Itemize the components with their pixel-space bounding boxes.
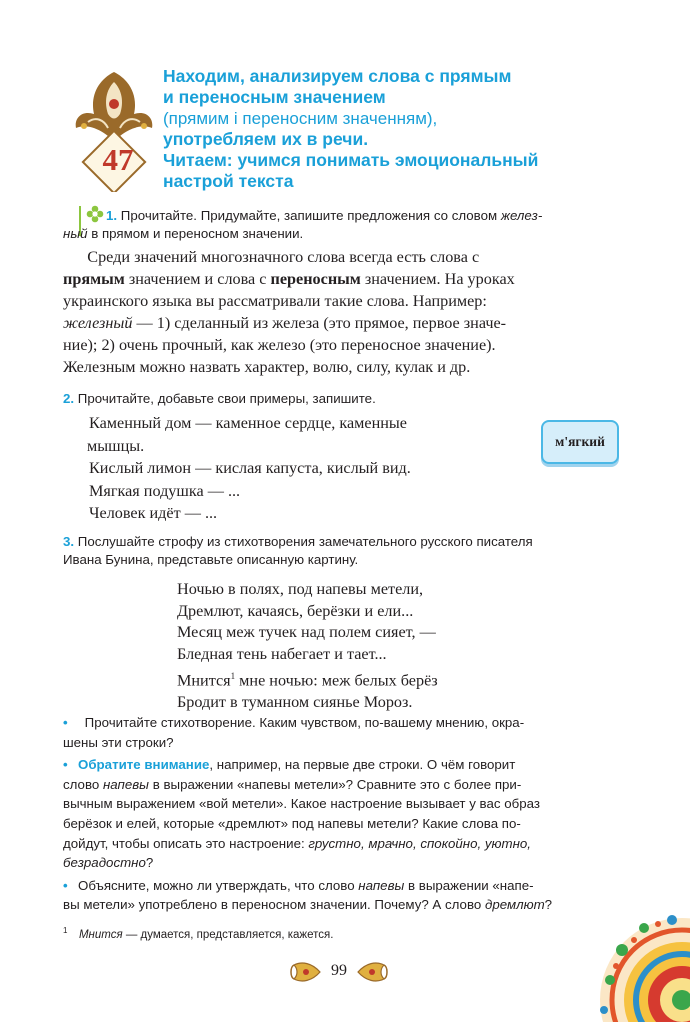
task1-line2 — [63, 225, 303, 243]
task1 — [106, 207, 542, 225]
lesson-title — [163, 66, 538, 192]
example-line: Кислый лимон — кислая капуста, кислый вид. — [89, 459, 411, 477]
task1-text-end: в прямом и переносном значении. — [91, 226, 304, 241]
para-line: Среди значений многозначного слова всегда есть слова с — [87, 248, 480, 266]
poem-line: Мнится$^1$ мне ночью: меж белых берёз — [177, 670, 438, 690]
question-2: • Обратите внимание, например, на первые две строки. О чём говорит слово напевы в выражении «напевы метели»? Сравните это с более при- вычным выражением «вой метели». Какое настроение вызывает у вас образ берёзок и елей, которые «дремлют» под напевы метели? Какие слова по- дойдут, чтобы описать это настроение: грустно, мрачно, спокойно, уютно, безрадостно? — [63, 757, 540, 871]
title-line-1: Находим, анализируем слова с прямым — [163, 66, 512, 86]
footnote-mark: 1 — [63, 926, 68, 935]
para-line: ние); 2) очень прочный, как железо (это переносное значение). — [63, 336, 496, 354]
task2-number: 2. — [63, 391, 75, 406]
lesson-number: 47 — [102, 142, 134, 177]
bullet-icon: • — [63, 715, 68, 730]
poem — [177, 579, 438, 714]
poem-line: Месяц меж тучек над полем сияет, — — [177, 623, 436, 642]
task2-text: Прочитайте, добавьте свои примеры, запишите. — [77, 391, 376, 406]
task1-word-end: ный — [63, 226, 88, 241]
poem-line: Бродит в туманном сиянье Мороз. — [177, 692, 413, 711]
question-1: • Прочитайте стихотворение. Каким чувством, по-вашему мнению, окра- шены эти строки? — [63, 715, 525, 750]
question-3: • Объясните, можно ли утверждать, что слово напевы в выражении «напе- вы метели» употреблено в переносном значении. Почему? А слово дремлют? — [63, 877, 553, 913]
title-line-2: и переносным значением — [163, 87, 386, 107]
title-translation: (прямим і переносним значенням), — [163, 109, 438, 128]
task1-word: желез- — [500, 208, 543, 223]
task3-text: Послушайте строфу из стихотворения замечательного русского писателя — [77, 534, 533, 549]
bullet-icon: • — [63, 877, 68, 893]
corner-ornament-icon — [582, 880, 690, 1022]
task2-examples — [89, 412, 411, 525]
task3-text-2: Ивана Бунина, представьте описанную картину. — [63, 552, 359, 567]
example-line: Каменный дом — каменное сердце, каменные — [89, 414, 407, 432]
para-line: прямым значением и слова с переносным значением. На уроках — [63, 270, 515, 288]
main-paragraph — [63, 246, 515, 378]
left-ornament-icon — [288, 957, 322, 987]
title-line-3: употребляем их в речи. — [163, 129, 369, 149]
para-line: украинского языка вы рассматривали такие слова. Например: — [63, 292, 487, 310]
title-line-4: Читаем: учимся понимать эмоциональный — [163, 150, 539, 170]
right-ornament-icon — [356, 957, 390, 987]
badge-text: м'ягкий — [555, 434, 605, 449]
footnote-word: Мнится — [78, 928, 123, 941]
para-line: Железным можно назвать характер, волю, силу, кулак и др. — [63, 358, 471, 376]
poem-line: Ночью в полях, под напевы метели, — [177, 580, 424, 598]
questions — [63, 713, 552, 915]
title-line-5: настрой текста — [163, 171, 294, 191]
para-line: железный — 1) сделанный из железа (это прямое, первое значе- — [63, 314, 507, 332]
poem-line: Дремлют, качаясь, берёзки и ели... — [177, 601, 414, 620]
flower-icon — [86, 205, 104, 223]
task2 — [63, 390, 376, 408]
bullet-icon: • — [63, 757, 68, 773]
footnote-text: — думается, представляется, кажется. — [125, 928, 334, 941]
example-line: мышцы. — [87, 436, 145, 455]
task1-text: Прочитайте. Придумайте, запишите предложения со словом — [120, 208, 498, 223]
poem-line: Бледная тень набегает и тает... — [177, 645, 387, 664]
example-line: Мягкая подушка — ... — [89, 481, 241, 500]
task3-number: 3. — [63, 534, 75, 549]
example-line: Человек идёт — ... — [89, 504, 218, 522]
page-number: 99 — [331, 962, 347, 979]
footnote — [63, 926, 333, 941]
task1-number: 1. — [106, 208, 118, 223]
word-badge — [541, 420, 619, 464]
task3 — [63, 533, 533, 569]
